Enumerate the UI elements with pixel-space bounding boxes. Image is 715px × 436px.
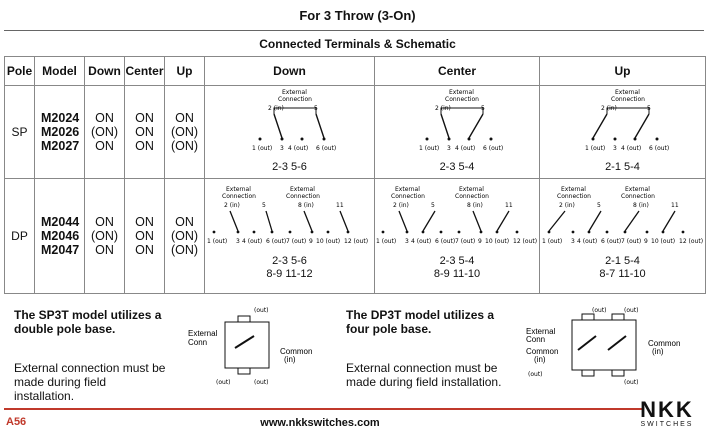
schematic-center-header: Center bbox=[375, 57, 540, 86]
label-t3: 3 bbox=[612, 145, 617, 152]
label-t1: 1 (out) bbox=[419, 145, 440, 152]
label-t6: 6 (out) bbox=[600, 238, 621, 245]
value: (ON) bbox=[170, 125, 199, 139]
dp3t-text: DP3T model utilizes a four pole base. bbox=[346, 308, 495, 336]
label-t1: 1 (out) bbox=[584, 145, 605, 152]
website-link[interactable]: www.nkkswitches.com bbox=[260, 417, 380, 429]
down-header: Down bbox=[85, 57, 125, 86]
dp-schematic-down bbox=[205, 179, 374, 293]
dp-schematic-up bbox=[540, 179, 705, 293]
label-t7: 7 (out) bbox=[285, 238, 306, 245]
model-m2044: M2044 bbox=[41, 215, 80, 229]
model-header: Model bbox=[35, 57, 85, 86]
sp-conn-down: 2-3 5-6 bbox=[272, 161, 307, 173]
label-t2: 2 (in) bbox=[223, 202, 240, 209]
label-connection: Connection bbox=[455, 193, 489, 200]
model-m2026: M2026 bbox=[41, 125, 80, 139]
value: ON bbox=[95, 215, 114, 229]
label-external: External bbox=[225, 186, 251, 193]
sp-up-values bbox=[165, 111, 204, 153]
sp-schematic-up bbox=[540, 86, 705, 178]
dp-down-diagram bbox=[206, 179, 374, 251]
label-t11: 11 bbox=[505, 202, 513, 209]
dp-up-diagram bbox=[541, 179, 705, 251]
label-t2: 2 (in) bbox=[393, 202, 409, 209]
label-t5: 5 bbox=[261, 202, 266, 209]
label-t1: 1 (out) bbox=[251, 145, 272, 152]
label-t8: 8 (in) bbox=[467, 202, 483, 209]
label-conn: Conn bbox=[188, 338, 208, 347]
label-t4: 4 (out) bbox=[287, 145, 308, 152]
label-t4: 4 (out) bbox=[411, 238, 432, 245]
label-t3: 3 bbox=[279, 145, 284, 152]
sp-models bbox=[35, 111, 84, 153]
label-t12: 12 (out) bbox=[513, 238, 538, 245]
label-out: (out) bbox=[528, 371, 543, 378]
label-connection: Connection bbox=[277, 96, 312, 103]
sp-up-diagram bbox=[563, 86, 683, 156]
pole-header: Pole bbox=[5, 57, 35, 86]
value: ON bbox=[95, 243, 114, 257]
dp-conn-down-2: 8-9 11-12 bbox=[266, 268, 313, 280]
label-common: Common bbox=[648, 339, 681, 348]
label-out: (out) bbox=[592, 307, 607, 314]
label-t4: 4 (out) bbox=[241, 238, 262, 245]
value: ON bbox=[135, 139, 154, 153]
label-out: (out) bbox=[216, 379, 231, 386]
label-t9: 9 bbox=[308, 238, 313, 245]
label-t8: 8 (in) bbox=[632, 202, 649, 209]
dp3t-field-note: External connection must be made during field installation. bbox=[346, 361, 502, 389]
dp-conn-down-1: 2-3 5-6 bbox=[272, 255, 307, 267]
sp3t-base-diagram bbox=[180, 302, 330, 392]
label-external: External bbox=[281, 89, 307, 96]
dp3t-prefix: The bbox=[346, 308, 368, 322]
label-t7: 7 (out) bbox=[455, 238, 476, 245]
label-external: External bbox=[614, 89, 640, 96]
label-t1: 1 (out) bbox=[206, 238, 227, 245]
label-t8: 8 (in) bbox=[297, 202, 314, 209]
label-t4: 4 (out) bbox=[620, 145, 641, 152]
spec-table bbox=[4, 56, 706, 294]
brand-name: NKK bbox=[640, 397, 694, 422]
label-t5: 5 bbox=[646, 105, 651, 112]
value: (ON) bbox=[170, 229, 199, 243]
label-t5: 5 bbox=[431, 202, 435, 209]
header-row bbox=[5, 57, 706, 86]
dp-pole: DP bbox=[5, 179, 35, 294]
value: (ON) bbox=[170, 243, 199, 257]
label-t3: 3 bbox=[570, 238, 575, 245]
value: (ON) bbox=[90, 229, 119, 243]
schematic-up-header: Up bbox=[540, 57, 706, 86]
label-out: (out) bbox=[254, 307, 269, 314]
sp-row bbox=[5, 86, 706, 179]
label-external: External bbox=[526, 327, 556, 336]
label-t10: 10 (out) bbox=[650, 238, 675, 245]
model-m2024: M2024 bbox=[41, 111, 80, 125]
label-t6: 6 (out) bbox=[648, 145, 669, 152]
value: ON bbox=[135, 229, 154, 243]
dp-schematic-center bbox=[375, 179, 539, 293]
value: (ON) bbox=[170, 139, 199, 153]
value: ON bbox=[95, 139, 114, 153]
label-external: External bbox=[289, 186, 315, 193]
label-external: External bbox=[188, 329, 218, 338]
label-t12: 12 (out) bbox=[343, 238, 368, 245]
label-external: External bbox=[624, 186, 650, 193]
value: ON bbox=[175, 111, 194, 125]
label-t9: 9 bbox=[478, 238, 482, 245]
value: ON bbox=[135, 111, 154, 125]
label-t10: 10 (out) bbox=[315, 238, 340, 245]
label-t2: 2 (in) bbox=[435, 105, 451, 112]
label-common: Common bbox=[280, 347, 313, 356]
label-external: External bbox=[560, 186, 586, 193]
sp-center-values bbox=[125, 111, 164, 153]
model-m2047: M2047 bbox=[41, 243, 80, 257]
label-in: (in) bbox=[652, 347, 664, 356]
label-t10: 10 (out) bbox=[485, 238, 510, 245]
label-external: External bbox=[459, 186, 484, 193]
label-in: (in) bbox=[534, 355, 546, 364]
label-t7: 7 (out) bbox=[620, 238, 641, 245]
title-divider bbox=[4, 30, 704, 31]
label-t6: 6 (out) bbox=[483, 145, 504, 152]
label-connection: Connection bbox=[285, 193, 320, 200]
label-connection: Connection bbox=[445, 96, 479, 103]
label-t2: 2 (in) bbox=[558, 202, 575, 209]
dp-center-values bbox=[125, 215, 164, 257]
sp-center-diagram bbox=[397, 86, 517, 156]
sp-conn-up: 2-1 5-4 bbox=[605, 161, 640, 173]
dp-row bbox=[5, 179, 706, 294]
label-t5: 5 bbox=[313, 105, 318, 112]
page-number: A56 bbox=[6, 416, 27, 428]
label-t6: 6 (out) bbox=[315, 145, 336, 152]
label-out: (out) bbox=[624, 379, 639, 386]
label-common: Common bbox=[526, 347, 559, 356]
sp-schematic-center bbox=[375, 86, 539, 178]
label-connection: Connection bbox=[610, 96, 645, 103]
label-t5: 5 bbox=[596, 202, 601, 209]
label-in: (in) bbox=[284, 355, 296, 364]
label-out: (out) bbox=[254, 379, 269, 386]
label-t11: 11 bbox=[670, 202, 679, 209]
sp-conn-center: 2-3 5-4 bbox=[439, 161, 475, 173]
label-connection: Connection bbox=[620, 193, 655, 200]
sp-pole: SP bbox=[5, 86, 35, 179]
up-header: Up bbox=[165, 57, 205, 86]
value: ON bbox=[135, 215, 154, 229]
label-t6: 6 (out) bbox=[435, 238, 456, 245]
value: ON bbox=[175, 215, 194, 229]
model-m2027: M2027 bbox=[41, 139, 80, 153]
label-t2: 2 (in) bbox=[600, 105, 617, 112]
label-conn: Conn bbox=[526, 335, 546, 344]
label-t6: 6 (out) bbox=[265, 238, 286, 245]
sp3t-note: The SP3T model utilizes a double pole base. bbox=[14, 308, 162, 336]
footer-divider bbox=[4, 408, 644, 410]
value: (ON) bbox=[90, 125, 119, 139]
dp3t-base-diagram bbox=[520, 306, 710, 396]
dp-up-values bbox=[165, 215, 204, 257]
model-m2046: M2046 bbox=[41, 229, 80, 243]
label-t12: 12 (out) bbox=[678, 238, 703, 245]
sp-down-diagram bbox=[230, 86, 350, 156]
label-t3: 3 bbox=[235, 238, 240, 245]
sp-down-values bbox=[85, 111, 124, 153]
label-t2: 2 (in) bbox=[267, 105, 284, 112]
label-external: External bbox=[395, 186, 420, 193]
label-t3: 3 bbox=[447, 145, 451, 152]
value: ON bbox=[95, 111, 114, 125]
dp-conn-center-2: 8-9 11-10 bbox=[433, 268, 481, 280]
value: ON bbox=[135, 243, 154, 257]
dp-conn-center-1: 2-3 5-4 bbox=[439, 255, 475, 267]
nkk-logo bbox=[622, 399, 712, 428]
label-t3: 3 bbox=[405, 238, 409, 245]
page-title: For 3 Throw (3-On) bbox=[299, 8, 416, 23]
label-t5: 5 bbox=[481, 105, 485, 112]
schematic-down-header: Down bbox=[205, 57, 375, 86]
value: ON bbox=[135, 125, 154, 139]
sp3t-field-note: External connection must be made during field installation. bbox=[14, 361, 166, 403]
label-t9: 9 bbox=[643, 238, 648, 245]
label-connection: Connection bbox=[221, 193, 256, 200]
label-out: (out) bbox=[624, 307, 639, 314]
label-external: External bbox=[449, 89, 474, 96]
label-t4: 4 (out) bbox=[576, 238, 597, 245]
dp-center-diagram bbox=[375, 179, 539, 251]
dp-conn-up-2: 8-7 11-10 bbox=[599, 268, 646, 280]
dp-down-values bbox=[85, 215, 124, 257]
label-t11: 11 bbox=[335, 202, 344, 209]
dp3t-note bbox=[346, 308, 496, 336]
label-connection: Connection bbox=[391, 193, 425, 200]
label-connection: Connection bbox=[556, 193, 591, 200]
brand-sub: SWITCHES bbox=[640, 421, 694, 428]
sp-schematic-down bbox=[205, 86, 374, 178]
label-t1: 1 (out) bbox=[541, 238, 562, 245]
connected-terminals-header: Connected Terminals & Schematic bbox=[259, 37, 456, 51]
label-t1: 1 (out) bbox=[376, 238, 397, 245]
label-t4: 4 (out) bbox=[455, 145, 476, 152]
center-header: Center bbox=[125, 57, 165, 86]
dp-conn-up-1: 2-1 5-4 bbox=[605, 255, 640, 267]
dp-models bbox=[35, 215, 84, 257]
